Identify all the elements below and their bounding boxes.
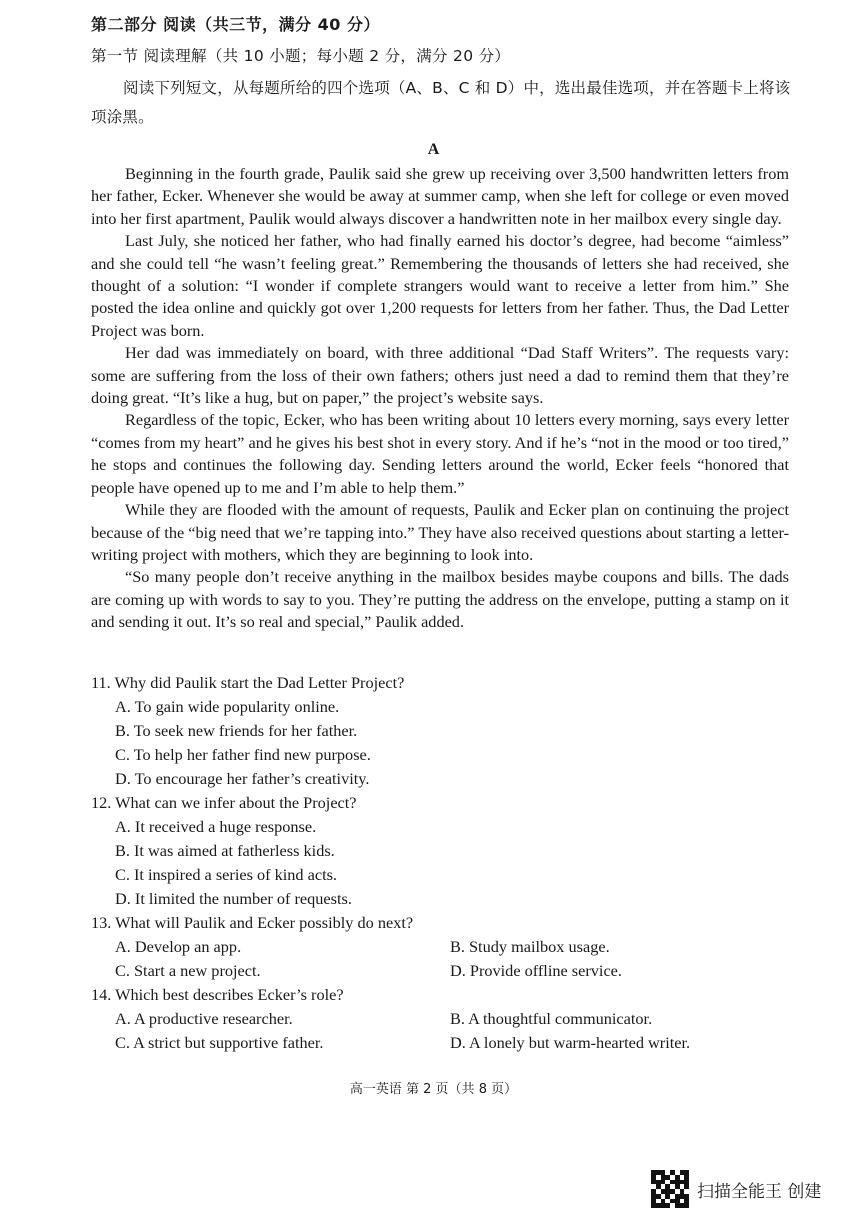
- question-stem: 13. What will Paulik and Ecker possibly do next?: [91, 913, 414, 932]
- passage-paragraph: Her dad was immediately on board, with three additional “Dad Staff Writers”. The requests vary: some are suffering from the loss of their own fathers; others just need a dad to remind them that they’re doing great. “It’s like a hug, but on paper,” the project’s website says.: [91, 343, 789, 408]
- passage-title: A: [427, 141, 440, 158]
- question-list: [91, 671, 791, 1055]
- question-option: A. To gain wide popularity online.: [115, 697, 340, 716]
- option-row: [91, 1007, 791, 1031]
- passage-paragraph: Last July, she noticed her father, who had finally earned his doctor’s degree, had become “aimless” and she could tell “he wasn’t feeling great.” Remembering the thousands of letters she had received, she thought of a solution: “I wonder if complete strangers would want to receive a letter from him.” She posted the idea online and quickly got over 1,200 requests for letters from her father. Thus, the Dad Letter Project was born.: [91, 231, 789, 340]
- passage-paragraph: Regardless of the topic, Ecker, who has been writing about 10 letters every morning, says every letter “comes from my heart” and he gives his best shot in every story. And if he’s “not in the mood or too tired,” he stops and continues the following day. Sending letters around the world, Ecker feels “honored that people have opened up to me and I’m able to help them.”: [91, 410, 789, 497]
- question-option: A. It received a huge response.: [115, 817, 317, 836]
- question-option: C. To help her father find new purpose.: [115, 745, 371, 764]
- question-option: C. It inspired a series of kind acts.: [115, 865, 338, 884]
- question-option: C. Start a new project.: [115, 961, 261, 980]
- option-row: [91, 935, 791, 959]
- page-footer: 高一英语 第 2 页（共 8 页）: [349, 1082, 518, 1097]
- question-option: B. It was aimed at fatherless kids.: [115, 841, 335, 860]
- question-option: B. Study mailbox usage.: [450, 937, 610, 956]
- instruction-text: 阅读下列短文，从每题所给的四个选项（A、B、C 和 D）中，选出最佳选项，并在答题卡上将该项涂黑。: [91, 79, 791, 126]
- part-heading: 第二部分 阅读（共三节，满分 40 分）: [91, 15, 380, 34]
- question-stem: 12. What can we infer about the Project?: [91, 793, 357, 812]
- scanner-label: 扫描全能王 创建: [697, 1181, 822, 1202]
- question-option: A. Develop an app.: [115, 937, 242, 956]
- question-option: A. A productive researcher.: [115, 1009, 293, 1028]
- question-option: D. A lonely but warm-hearted writer.: [450, 1033, 691, 1052]
- question-option: C. A strict but supportive father.: [115, 1033, 324, 1052]
- passage-paragraph: “So many people don’t receive anything in the mailbox besides maybe coupons and bills. The dads are coming up with words to say to you. They’re putting the address on the envelope, putting a stamp on it and sending it out. It’s so real and special,” Paulik added.: [91, 567, 789, 632]
- passage-paragraph: Beginning in the fourth grade, Paulik said she grew up receiving over 3,500 handwritten letters from her father, Ecker. Whenever she would be away at summer camp, when she left for college or even moved into her first apartment, Paulik would always discover a handwritten note in her mailbox every single day.: [91, 164, 789, 228]
- question-option: D. It limited the number of requests.: [115, 889, 352, 908]
- question-option: B. A thoughtful communicator.: [450, 1009, 653, 1028]
- question-option: B. To seek new friends for her father.: [115, 721, 358, 740]
- passage-paragraph: While they are flooded with the amount of requests, Paulik and Ecker plan on continuing the project because of the “big need that we’re tapping into.” They have also received questions about starting a letter-writing project with mothers, which they are beginning to look into.: [91, 500, 789, 564]
- question-option: D. Provide offline service.: [450, 961, 622, 980]
- question-stem: 14. Which best describes Ecker’s role?: [91, 985, 344, 1004]
- section-heading: 第一节 阅读理解（共 10 小题；每小题 2 分，满分 20 分）: [91, 47, 511, 65]
- question-option: D. To encourage her father’s creativity.: [115, 769, 370, 788]
- scanner-badge: [651, 1170, 821, 1208]
- option-row: [91, 1031, 791, 1055]
- qr-code-icon: [651, 1170, 689, 1208]
- option-row: [91, 959, 791, 983]
- passage-body: [91, 163, 789, 634]
- question-stem: 11. Why did Paulik start the Dad Letter Project?: [91, 673, 405, 692]
